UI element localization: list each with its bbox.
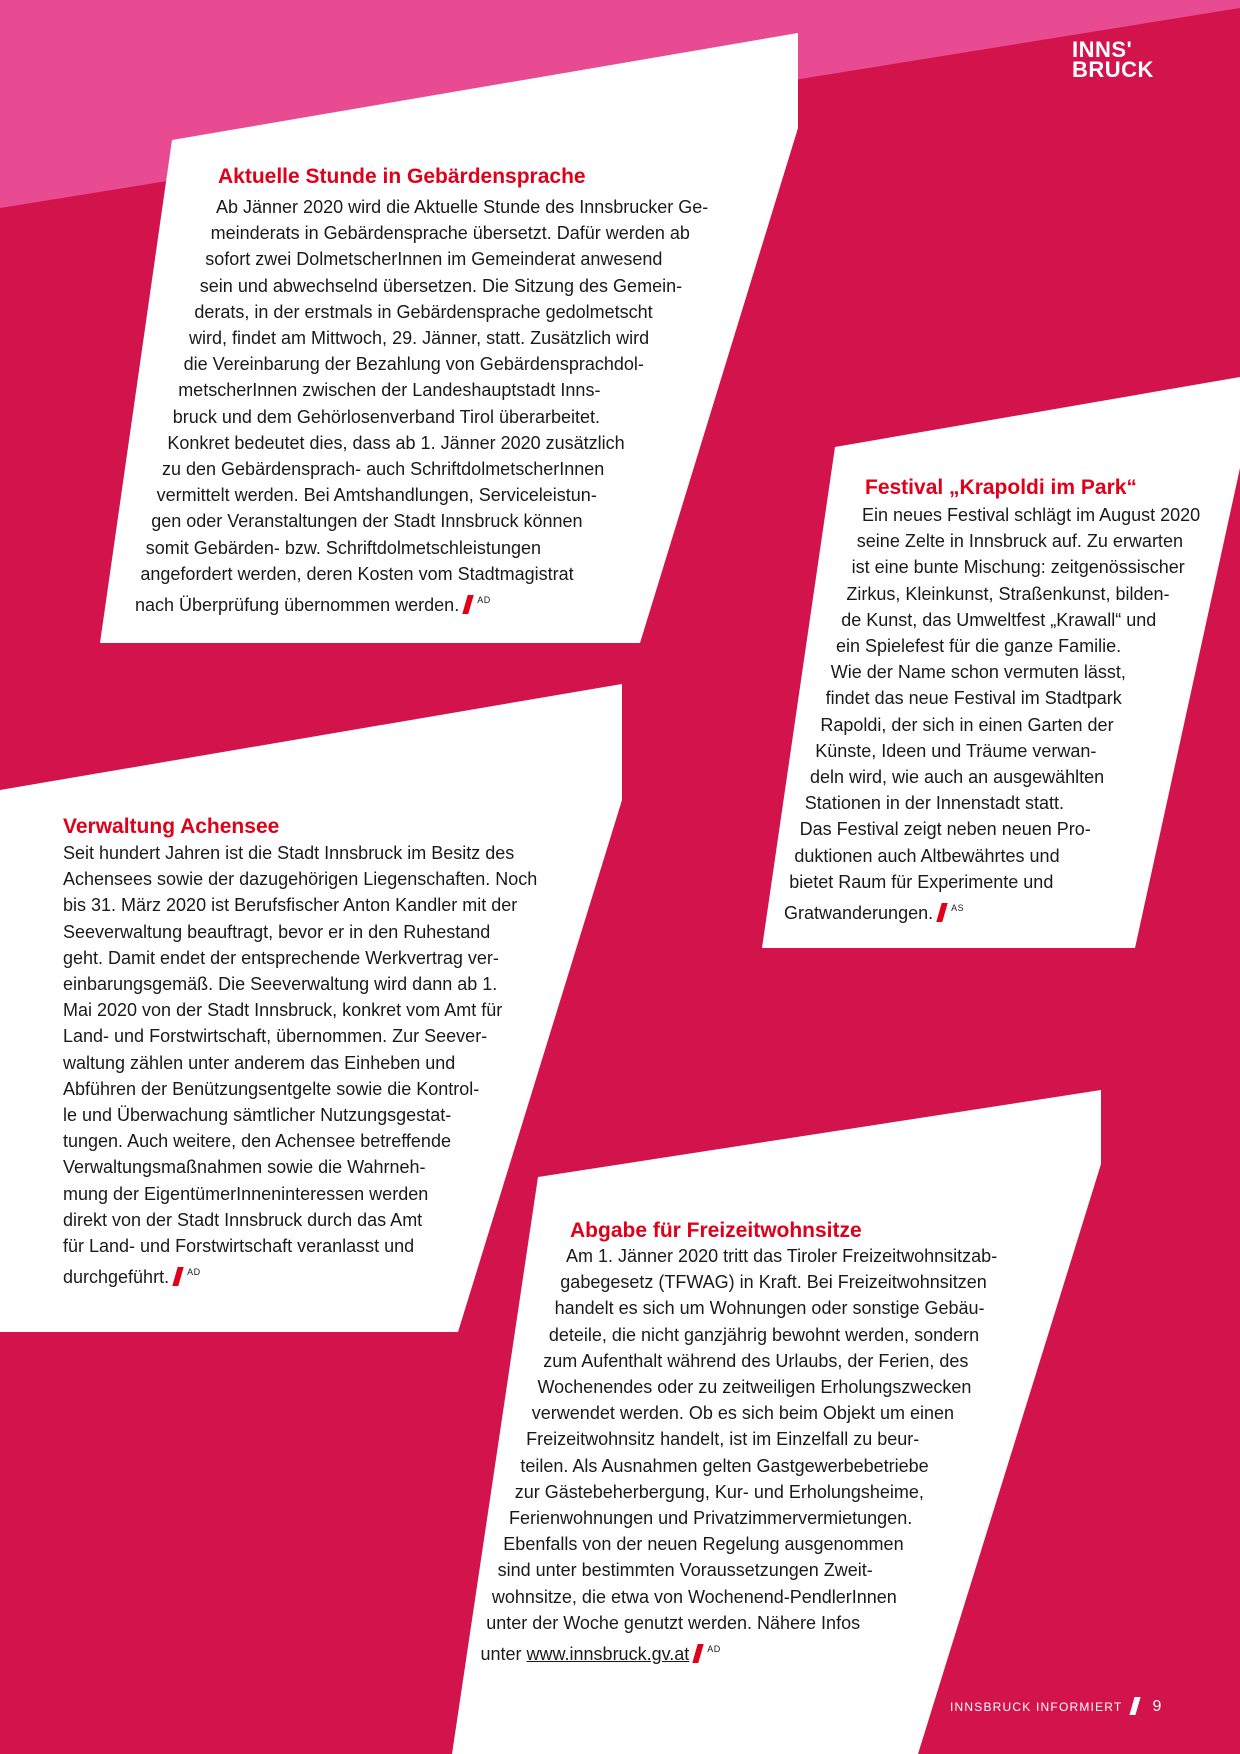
author-initials: AD xyxy=(477,595,491,605)
logo-line-2: BRUCK xyxy=(1072,57,1154,82)
body-line: vermittelt werden. Bei Amtshandlungen, Serviceleistun- xyxy=(156,485,597,506)
body-line: derats, in der erstmals in Gebärdensprache gedolmetscht xyxy=(194,301,653,322)
body-line: angefordert werden, deren Kosten vom Stadtmagistrat xyxy=(140,563,574,584)
body-line: Wie der Name schon vermuten lässt, xyxy=(830,662,1126,683)
body-line: deteile, die nicht ganzjährig bewohnt werden, sondern xyxy=(548,1324,980,1345)
body-line: bis 31. März 2020 ist Berufsfischer Anton Kandler mit der xyxy=(63,895,518,916)
body-line: Seit hundert Jahren ist die Stadt Innsbruck im Besitz des xyxy=(63,843,515,863)
body-line: wohnsitze, die etwa von Wochenend-PendlerInnen xyxy=(491,1586,897,1607)
body-line: Seeverwaltung beauftragt, bevor er in den Ruhestand xyxy=(63,921,491,942)
body-line: Ebenfalls von der neuen Regelung ausgenommen xyxy=(503,1534,904,1555)
body-line: geht. Damit endet der entsprechende Werkvertrag ver- xyxy=(63,947,499,968)
logo-line-1: INNS' xyxy=(1072,37,1133,62)
body-line: de Kunst, das Umweltfest „Krawall“ und xyxy=(841,609,1157,630)
body-line: nach Überprüfung übernommen werden. $^{AD}$ xyxy=(135,587,491,618)
body-line: bruck und dem Gehörlosenverband Tirol überarbeitet. xyxy=(172,406,601,427)
body-line: Gratwanderungen. $^{AS}$ xyxy=(784,895,964,926)
body-line: einbarungsgemäß. Die Seeverwaltung wird dann ab 1. xyxy=(63,974,498,994)
body-line: zu den Gebärdensprach- auch SchriftdolmetscherInnen xyxy=(162,459,605,479)
body-line: ist eine bunte Mischung: zeitgenössischer xyxy=(851,557,1185,578)
body-line: tungen. Auch weitere, den Achensee betreffende xyxy=(63,1131,451,1152)
body-line xyxy=(481,1636,721,1667)
article-title: Abgabe für Freizeitwohnsitze xyxy=(570,1219,862,1242)
body-line: zur Gästebeherbergung, Kur- und Erholungsheime, xyxy=(514,1481,924,1502)
slash-icon xyxy=(462,595,473,614)
body-line: wird, findet am Mittwoch, 29. Jänner, statt. Zusätzlich wird xyxy=(189,328,650,348)
slash-icon xyxy=(172,1267,183,1286)
body-line: Rapoldi, der sich in einen Garten der xyxy=(820,714,1114,735)
page-number: 9 xyxy=(1152,1698,1162,1715)
body-line: Zirkus, Kleinkunst, Straßenkunst, bilden- xyxy=(846,583,1170,604)
body-line: sind unter bestimmten Voraussetzungen Zweit- xyxy=(497,1560,873,1581)
body-line: waltung zählen unter anderem das Einheben und xyxy=(63,1052,456,1073)
body-line: Künste, Ideen und Träume verwan- xyxy=(815,740,1097,761)
body-line: handelt es sich um Wohnungen oder sonstige Gebäu- xyxy=(554,1298,985,1319)
slash-icon xyxy=(936,903,947,922)
slash-icon xyxy=(693,1644,704,1663)
body-line: deln wird, wie auch an ausgewählten xyxy=(810,767,1105,787)
article-title: Festival „Krapoldi im Park“ xyxy=(865,476,1137,499)
body-line: durchgeführt. $^{AD}$ xyxy=(63,1259,201,1290)
innsbruck-logo xyxy=(1072,37,1154,82)
end-mark xyxy=(465,587,491,618)
body-line: Land- und Forstwirtschaft, übernommen. Zur Seever- xyxy=(63,1026,488,1047)
body-line: Am 1. Jänner 2020 tritt das Tiroler Freizeitwohnsitzab- xyxy=(566,1246,998,1266)
body-line: Ein neues Festival schlägt im August 2020 xyxy=(862,505,1201,525)
body-line: zum Aufenthalt während des Urlaubs, der Ferien, des xyxy=(543,1350,969,1371)
website-link[interactable]: www.innsbruck.gv.at xyxy=(526,1644,690,1664)
body-line: meinderats in Gebärdensprache übersetzt. Dafür werden ab xyxy=(210,223,690,244)
body-line: Achensees sowie der dazugehörigen Liegenschaften. Noch xyxy=(63,869,538,890)
page-footer xyxy=(950,1697,1161,1716)
body-line: duktionen auch Altbewährtes und xyxy=(794,845,1060,866)
body-line: Wochenendes oder zu zeitweiligen Erholungszwecken xyxy=(537,1377,972,1397)
body-line: Das Festival zeigt neben neuen Pro- xyxy=(799,819,1091,840)
body-line: direkt von der Stadt Innsbruck durch das Amt xyxy=(63,1209,423,1230)
publication-name: INNSBRUCK INFORMIERT xyxy=(950,1700,1123,1714)
body-line: bietet Raum für Experimente und xyxy=(789,871,1054,892)
article-title: Verwaltung Achensee xyxy=(63,815,280,838)
body-line: mung der EigentümerInneninteressen werden xyxy=(63,1183,429,1204)
body-line: le und Überwachung sämtlicher Nutzungsgestat- xyxy=(63,1105,452,1125)
body-line: somit Gebärden- bzw. Schriftdolmetschleistungen xyxy=(145,537,541,558)
author-initials: AS xyxy=(951,903,965,913)
body-line: gen oder Veranstaltungen der Stadt Innsbruck können xyxy=(151,511,583,532)
body-line: verwendet werden. Ob es sich beim Objekt um einen xyxy=(531,1403,955,1424)
body-line: unter der Woche genutzt werden. Nähere Infos xyxy=(486,1612,861,1633)
body-line: Verwaltungsmaßnahmen sowie die Wahrneh- xyxy=(63,1157,426,1178)
link-prefix: unter xyxy=(480,1644,527,1664)
article-title: Aktuelle Stunde in Gebärdensprache xyxy=(218,165,586,188)
body-line: sein und abwechselnd übersetzen. Die Sitzung des Gemein- xyxy=(199,275,683,296)
body-line: ein Spielefest für die ganze Familie. xyxy=(836,636,1122,656)
end-mark xyxy=(939,895,964,926)
body-line: teilen. Als Ausnahmen gelten Gastgewerbebetriebe xyxy=(520,1455,929,1476)
body-line: sofort zwei DolmetscherInnen im Gemeinderat anwesend xyxy=(205,249,663,270)
body-line: Konkret bedeutet dies, dass ab 1. Jänner 2020 zusätzlich xyxy=(167,432,625,453)
author-initials: AD xyxy=(187,1267,201,1278)
body-line: Stationen in der Innenstadt statt. xyxy=(804,793,1064,814)
author-initials: AD xyxy=(707,1644,721,1654)
body-line: findet das neue Festival im Stadtpark xyxy=(825,688,1122,709)
footer-slash-icon xyxy=(1130,1697,1141,1715)
body-line: für Land- und Forstwirtschaft veranlasst und xyxy=(63,1236,415,1256)
body-line: Abführen der Benützungsentgelte sowie die Kontrol- xyxy=(63,1078,480,1099)
body-line: Freizeitwohnsitz handelt, ist im Einzelfall zu beur- xyxy=(526,1429,920,1450)
body-line: Ferienwohnungen und Privatzimmervermietungen. xyxy=(509,1508,913,1528)
body-line: Mai 2020 von der Stadt Innsbruck, konkret vom Amt für xyxy=(63,1000,503,1021)
body-line: die Vereinbarung der Bezahlung von Gebärdensprachdol- xyxy=(183,354,644,375)
end-mark xyxy=(175,1259,201,1290)
body-line: gabegesetz (TFWAG) in Kraft. Bei Freizeitwohnsitzen xyxy=(560,1272,987,1293)
body-line: metscherInnen zwischen der Landeshauptstadt Inns- xyxy=(178,380,601,401)
body-line: seine Zelte in Innsbruck auf. Zu erwarten xyxy=(856,531,1183,552)
body-line: Ab Jänner 2020 wird die Aktuelle Stunde des Innsbrucker Ge- xyxy=(216,197,709,217)
end-mark xyxy=(695,1636,721,1667)
